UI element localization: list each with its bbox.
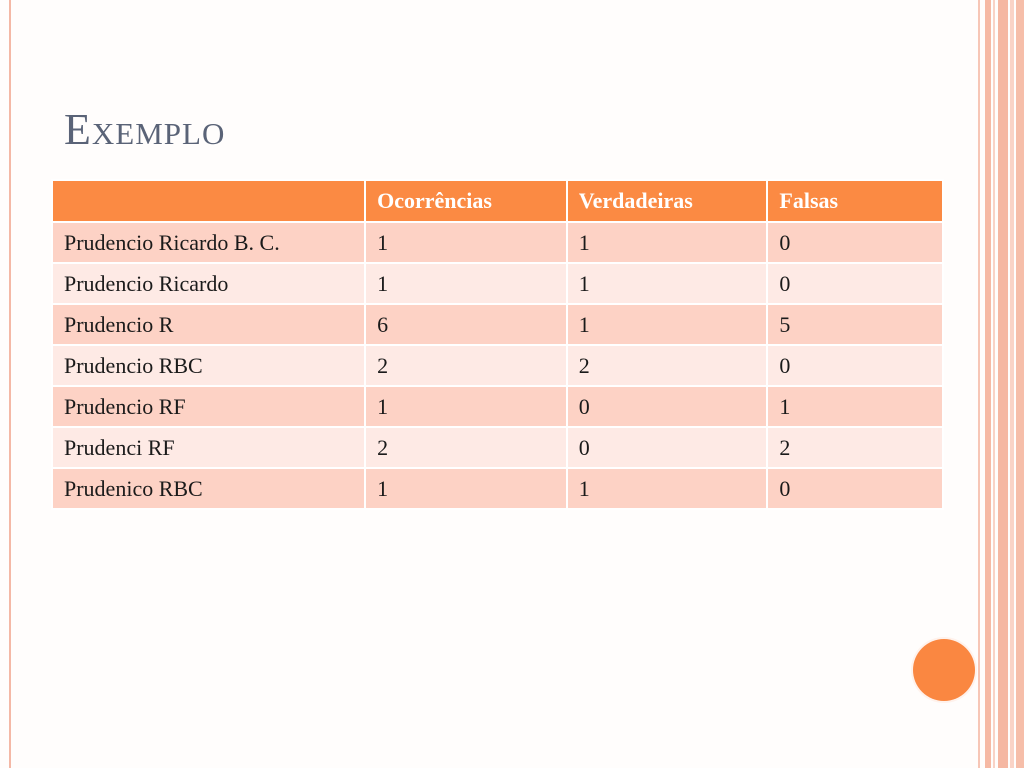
cell-false: 2 bbox=[767, 427, 943, 468]
cell-name: Prudencio R bbox=[52, 304, 365, 345]
header-cell-name bbox=[52, 180, 365, 222]
cell-true: 0 bbox=[567, 386, 768, 427]
cell-true: 0 bbox=[567, 427, 768, 468]
header-cell-occurrences: Ocorrências bbox=[365, 180, 567, 222]
table-row bbox=[52, 468, 943, 509]
cell-occurrences: 1 bbox=[365, 386, 567, 427]
cell-false: 5 bbox=[767, 304, 943, 345]
cell-true: 1 bbox=[567, 222, 768, 263]
right-decor-stripe bbox=[1010, 0, 1014, 768]
cell-occurrences: 1 bbox=[365, 222, 567, 263]
cell-false: 0 bbox=[767, 468, 943, 509]
cell-name: Prudenci RF bbox=[52, 427, 365, 468]
cell-name: Prudencio Ricardo bbox=[52, 263, 365, 304]
cell-false: 1 bbox=[767, 386, 943, 427]
right-decor-stripe bbox=[985, 0, 991, 768]
cell-false: 0 bbox=[767, 222, 943, 263]
occurrences-table bbox=[51, 179, 944, 510]
right-decor-stripe bbox=[998, 0, 1008, 768]
cell-occurrences: 2 bbox=[365, 345, 567, 386]
cell-false: 0 bbox=[767, 263, 943, 304]
cell-name: Prudenico RBC bbox=[52, 468, 365, 509]
right-decor-stripe bbox=[993, 0, 995, 768]
cell-name: Prudencio Ricardo B. C. bbox=[52, 222, 365, 263]
table-row bbox=[52, 222, 943, 263]
table-row bbox=[52, 427, 943, 468]
table-header-row bbox=[52, 180, 943, 222]
cell-true: 1 bbox=[567, 468, 768, 509]
cell-true: 1 bbox=[567, 304, 768, 345]
left-border-line bbox=[9, 0, 11, 768]
cell-false: 0 bbox=[767, 345, 943, 386]
header-cell-true: Verdadeiras bbox=[567, 180, 768, 222]
cell-name: Prudencio RF bbox=[52, 386, 365, 427]
cell-occurrences: 1 bbox=[365, 468, 567, 509]
table-row bbox=[52, 263, 943, 304]
cell-occurrences: 6 bbox=[365, 304, 567, 345]
cell-true: 1 bbox=[567, 263, 768, 304]
right-decor-stripe bbox=[978, 0, 980, 768]
cell-true: 2 bbox=[567, 345, 768, 386]
cell-name: Prudencio RBC bbox=[52, 345, 365, 386]
cell-occurrences: 2 bbox=[365, 427, 567, 468]
header-cell-false: Falsas bbox=[767, 180, 943, 222]
slide-title: Exemplo bbox=[64, 105, 226, 154]
table-row bbox=[52, 345, 943, 386]
table-row bbox=[52, 304, 943, 345]
right-decor-stripe bbox=[1016, 0, 1024, 768]
decorative-circle bbox=[913, 639, 975, 701]
table-row bbox=[52, 386, 943, 427]
cell-occurrences: 1 bbox=[365, 263, 567, 304]
